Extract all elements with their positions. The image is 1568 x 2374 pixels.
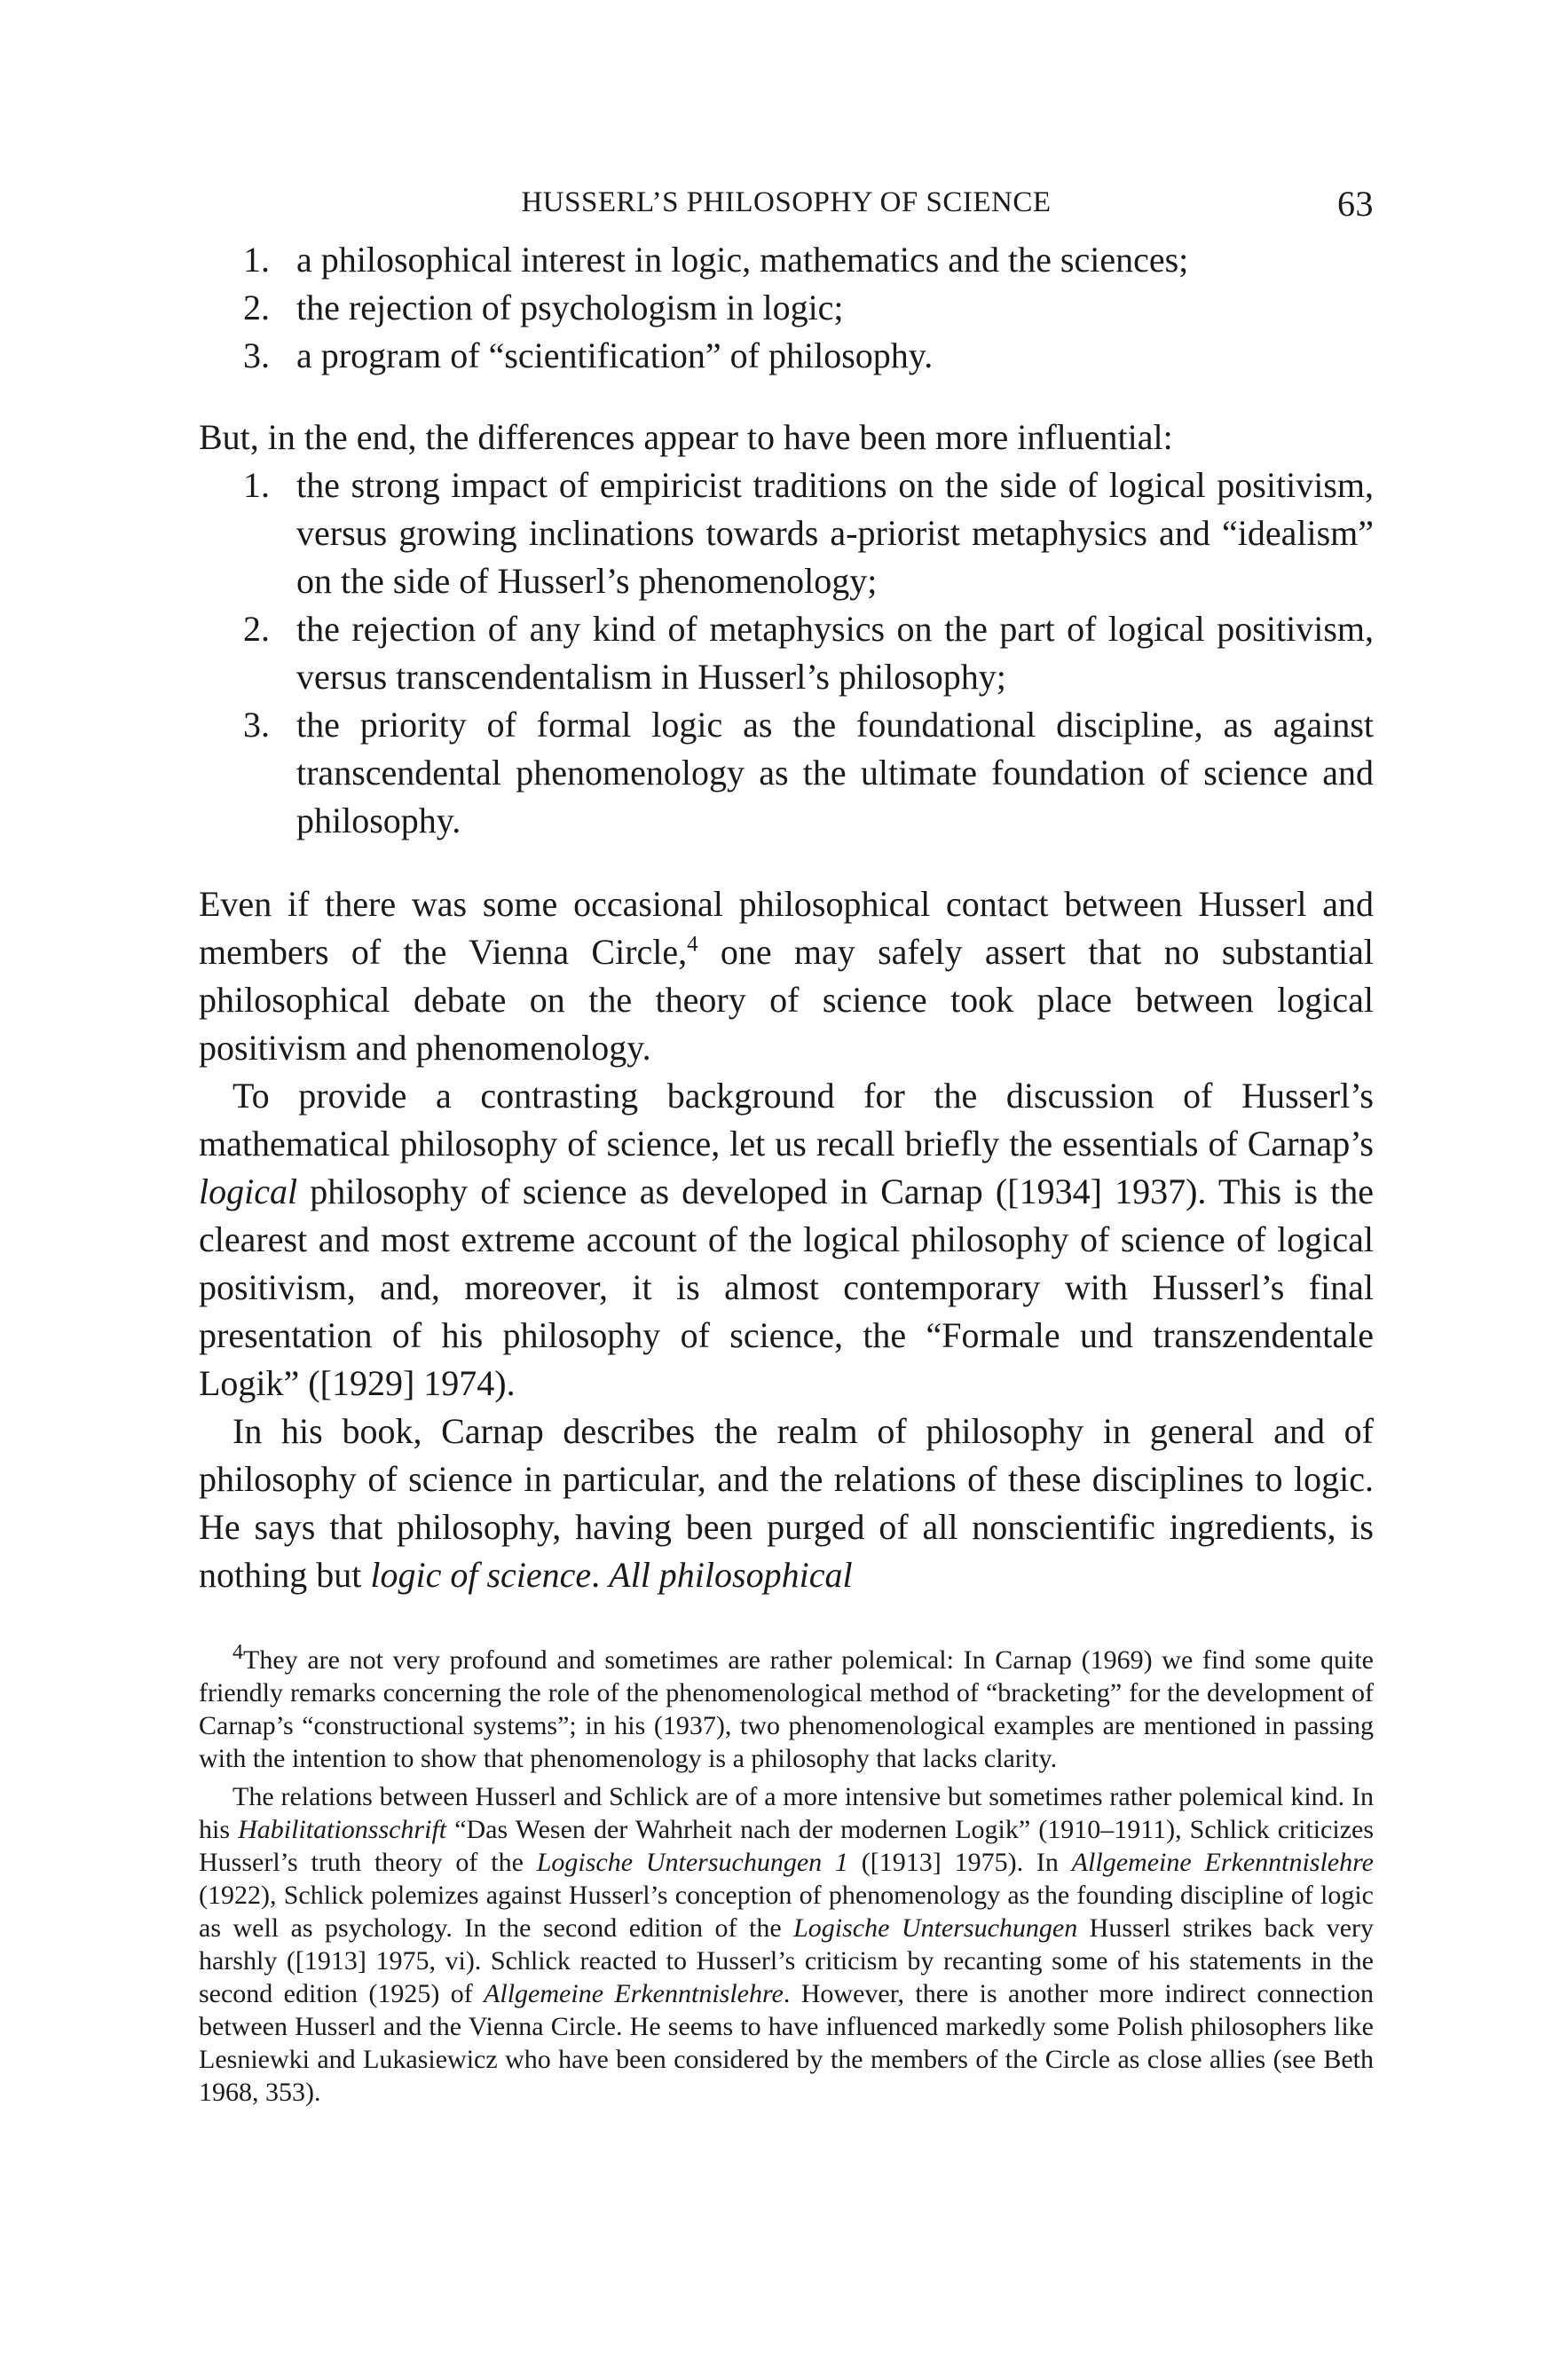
italic-run: logic of science (370, 1555, 592, 1595)
footnote-reference[interactable]: 4 (687, 932, 698, 957)
italic-run: logical (199, 1171, 298, 1211)
list-item (199, 461, 1374, 605)
text-run: “Das Wesen der Wahrheit nach der modernen Logik” (1910–1911), Schlick criticizes Husserl’s truth theory of the (199, 1815, 1375, 1877)
text-run: . (591, 1555, 610, 1595)
list-item-text: the rejection of psychologism in logic; (296, 288, 844, 327)
text-run: one may safely assert that no substantial philosophical debate on the theory of science took place between logical positivism and phenomenology. (199, 932, 1374, 1068)
footnote-marker: 4 (232, 1641, 243, 1664)
text-run: They are not very profound and sometimes are rather polemical: In Carnap (1969) we find some quite friendly remarks concerning the role of the phenomenological method of “bracketing” for the development of Carnap’s “constructional systems”; in his (1937), two phenomenological examples are mentioned in passing with the intention to show that phenomenology is a philosophy that lacks clarity. (199, 1645, 1374, 1773)
italic-run: Allgemeine Erkenntnislehre (484, 1979, 784, 2008)
italic-run: Habilitationsschrift (238, 1815, 447, 1844)
list-number: 3. (243, 335, 270, 375)
list-number: 2. (243, 609, 270, 649)
running-head (199, 186, 1374, 236)
paragraph-differences-intro: But, in the end, the differences appear to have been more influential: (199, 417, 1173, 457)
list-item (199, 605, 1374, 701)
list-item-text: the priority of formal logic as the foundational discipline, as against transcendental phenomenology as the ultimate foundation of science and philosophy. (296, 705, 1374, 840)
list-item (199, 236, 1374, 284)
text-run: (1922), Schlick polemizes against Husserl’s conception of phenomenology as the founding discipline of logic as well as psychology. In the second edition of the (199, 1881, 1374, 1943)
italic-run: Logische Untersuchungen 1 (536, 1848, 848, 1877)
footnote-4-paragraph-1 (199, 1641, 1374, 1775)
text-run: . However, there is another more indirect connection between Husserl and the Vienna Circle. He seems to have influenced markedly some Polish philosophers like Lesniewki and Lukasiewicz who have been considered by the members of the Circle as close allies (see Beth 1968, 353). (199, 1979, 1374, 2107)
footnotes (199, 1641, 1375, 2109)
text-run: In his book, Carnap describes the realm of philosophy in general and of philosophy of science in particular, and the relations of these disciplines to logic. He says that philosophy, having been purged of all nonscientific ingredients, is nothing but (199, 1411, 1374, 1595)
text-run: Even if there was some occasional philosophical contact between Husserl and members of the Vienna Circle, (199, 884, 1374, 972)
list-number: 1. (243, 465, 270, 505)
text-run: ([1913] 1975). In (847, 1848, 1072, 1877)
italic-run: Allgemeine Erkenntnislehre (1071, 1848, 1375, 1877)
differences-list (199, 461, 1374, 845)
footnote-4-paragraph-2 (199, 1780, 1374, 2109)
text-run: To provide a contrasting background for the discussion of Husserl’s mathematical philosophy of science, let us recall briefly the essentials of Carnap’s (199, 1076, 1374, 1163)
running-head-title: HUSSERL’S PHILOSOPHY OF SCIENCE (521, 186, 1052, 218)
book-page (199, 186, 1374, 2109)
list-number: 2. (243, 288, 270, 327)
list-number: 1. (243, 240, 270, 280)
italic-run: All philosophical (609, 1555, 853, 1595)
text-run: The relations between Husserl and Schlick are of a more intensive but sometimes rather polemical kind. In his (199, 1782, 1374, 1844)
list-item (199, 701, 1374, 845)
list-item (199, 332, 1374, 380)
common-features-list (199, 236, 1374, 380)
list-item-text: the rejection of any kind of metaphysics on the part of logical positivism, versus transcendentalism in Husserl’s philosophy; (296, 609, 1374, 697)
text-run: philosophy of science as developed in Carnap ([1934] 1937). This is the clearest and most extreme account of the logical philosophy of science of logical positivism, and, moreover, it is almost contemporary with Husserl’s final presentation of his philosophy of science, the “Formale und transzendentale Logik” ([1929] 1974). (199, 1171, 1374, 1403)
list-number: 3. (243, 705, 270, 745)
list-item (199, 284, 1374, 332)
text-run: Husserl strikes back very harshly ([1913] 1975, vi). Schlick reacted to Husserl’s criticism by recanting some of his statements in the second edition (1925) of (199, 1913, 1374, 2008)
paragraph-carnap-contrast (199, 1072, 1374, 1408)
page-number: 63 (1337, 184, 1374, 224)
main-text (199, 236, 1374, 1599)
list-item-text: a philosophical interest in logic, mathematics and the sciences; (296, 240, 1189, 280)
italic-run: Logische Untersuchungen (793, 1913, 1078, 1943)
list-item-text: the strong impact of empiricist traditions on the side of logical positivism, versus growing inclinations towards a-priorist metaphysics and “idealism” on the side of Husserl’s phenomenology; (296, 465, 1374, 601)
list-item-text: a program of “scientification” of philosophy. (296, 335, 934, 375)
paragraph-carnap-book (199, 1408, 1374, 1599)
paragraph-vienna-circle (199, 880, 1374, 1072)
